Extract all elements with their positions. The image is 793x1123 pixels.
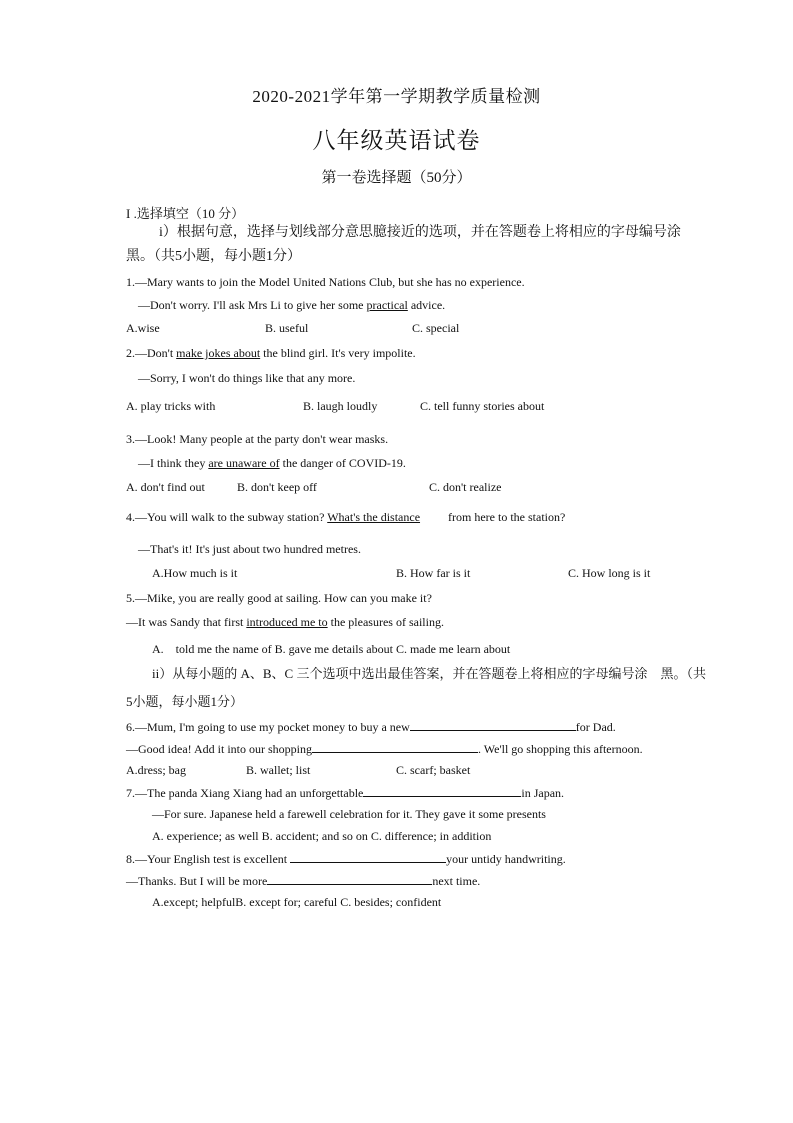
q3-option-b: B. don't keep off: [237, 480, 317, 494]
q7-blank: [363, 785, 521, 797]
q5-options: A. told me the name of B. gave me details about C. made me learn about: [152, 642, 511, 656]
volume-title: 第一卷选择题（50分）: [321, 170, 472, 186]
q4-line1-pre: 4.—You will walk to the subway station?: [126, 510, 328, 524]
q2-line1-pre: 2.—Don't: [126, 346, 177, 360]
q6-line2: [126, 741, 643, 757]
q2-line1-post: the blind girl. It's very impolite.: [260, 346, 416, 360]
q4-option-b: B. How far is it: [396, 566, 471, 580]
exam-period-title: 2020-2021学年第一学期教学质量检测: [252, 87, 541, 106]
q8-blank-2: [267, 873, 432, 885]
part2-instruction: ii）从每小题的 A、B、C 三个选项中选出最佳答案，并在答题卷上将相应的字母编号涂 黑。（共: [152, 666, 706, 681]
q6-option-b: B. wallet; list: [246, 763, 311, 777]
q2-line2: —Sorry, I won't do things like that any more.: [138, 371, 356, 385]
q5-line2: [126, 615, 444, 630]
q2-line1: [126, 346, 416, 361]
q4-option-c: C. How long is it: [568, 566, 651, 580]
q6-line2-pre: —Good idea! Add it into our shopping: [126, 742, 312, 756]
q3-option-c: C. don't realize: [429, 480, 502, 494]
q8-line2-post: next time.: [432, 874, 481, 888]
q4-line2: —That's it! It's just about two hundred metres.: [138, 542, 361, 556]
exam-title: 八年级英语试卷: [312, 128, 481, 153]
q7-options: A. experience; as well B. accident; and so on C. difference; in addition: [152, 829, 492, 843]
q2-underlined: make jokes about: [176, 346, 261, 360]
q8-line2-pre: —Thanks. But I will be more: [126, 874, 268, 888]
q8-blank-1: [290, 851, 446, 863]
q3-option-a: A. don't find out: [126, 480, 205, 494]
q3-line2: [138, 456, 406, 471]
q7-line1: [126, 785, 564, 801]
q5-line2-post: the pleasures of sailing.: [327, 615, 444, 629]
q3-line2-post: the danger of COVID-19.: [279, 456, 406, 470]
part2-instruction-cont: 5小题，每小题1分）: [126, 694, 244, 709]
q6-line1-pre: 6.—Mum, I'm going to use my pocket money to buy a new: [126, 720, 410, 734]
q1-line2: [138, 298, 445, 313]
q6-blank-1: [410, 719, 576, 731]
part1-instruction: i）根据句意，选择与划线部分意思臆接近的选项，并在答题卷上将相应的字母编号涂: [159, 225, 681, 240]
q1-line2-pre: —Don't worry. I'll ask Mrs Li to give her some: [138, 298, 367, 312]
q8-line1: [126, 851, 566, 867]
q6-line2-post: . We'll go shopping this afternoon.: [478, 742, 643, 756]
section-title: I .选择填空（10 分）: [126, 206, 245, 221]
q1-option-a: A.wise: [126, 321, 160, 335]
q5-line1: 5.—Mike, you are really good at sailing. How can you make it?: [126, 591, 432, 605]
q6-blank-2: [312, 741, 478, 753]
q6-line1-post: for Dad.: [575, 720, 616, 734]
q1-line1: 1.—Mary wants to join the Model United Nations Club, but she has no experience.: [126, 275, 525, 289]
q2-option-a: A. play tricks with: [126, 399, 216, 413]
q3-line2-pre: —I think they: [138, 456, 209, 470]
q8-line1-pre: 8.—Your English test is excellent: [126, 852, 291, 866]
q1-option-c: C. special: [412, 321, 460, 335]
q1-underlined: practical: [366, 298, 408, 312]
q8-line1-post: your untidy handwriting.: [446, 852, 566, 866]
q1-option-b: B. useful: [265, 321, 309, 335]
q4-underlined: What's the distance: [327, 510, 421, 524]
q3-underlined: are unaware of: [208, 456, 280, 470]
q7-line2: —For sure. Japanese held a farewell celebration for it. They gave it some presents: [152, 807, 546, 821]
q4-line1-post: from here to the station?: [448, 510, 566, 524]
q6-option-c: C. scarf; basket: [396, 763, 471, 777]
q1-line2-post: advice.: [407, 298, 446, 312]
q2-option-c: C. tell funny stories about: [420, 399, 545, 413]
q3-line1: 3.—Look! Many people at the party don't wear masks.: [126, 432, 389, 446]
q8-options: A.except; helpfulB. except for; careful C. besides; confident: [152, 895, 442, 909]
q4-option-a: A.How much is it: [152, 566, 238, 580]
q5-underlined: introduced me to: [246, 615, 328, 629]
q5-line2-pre: —It was Sandy that first: [126, 615, 247, 629]
q2-option-b: B. laugh loudly: [303, 399, 378, 413]
q6-option-a: A.dress; bag: [126, 763, 186, 777]
q7-line1-post: in Japan.: [521, 786, 565, 800]
part1-instruction-cont: 黑。（共5小题，每小题1分）: [126, 249, 301, 264]
q4-line1: [126, 510, 565, 525]
q8-line2: [126, 873, 480, 889]
q7-line1-pre: 7.—The panda Xiang Xiang had an unforgettable: [126, 786, 364, 800]
q6-line1: [126, 719, 616, 735]
